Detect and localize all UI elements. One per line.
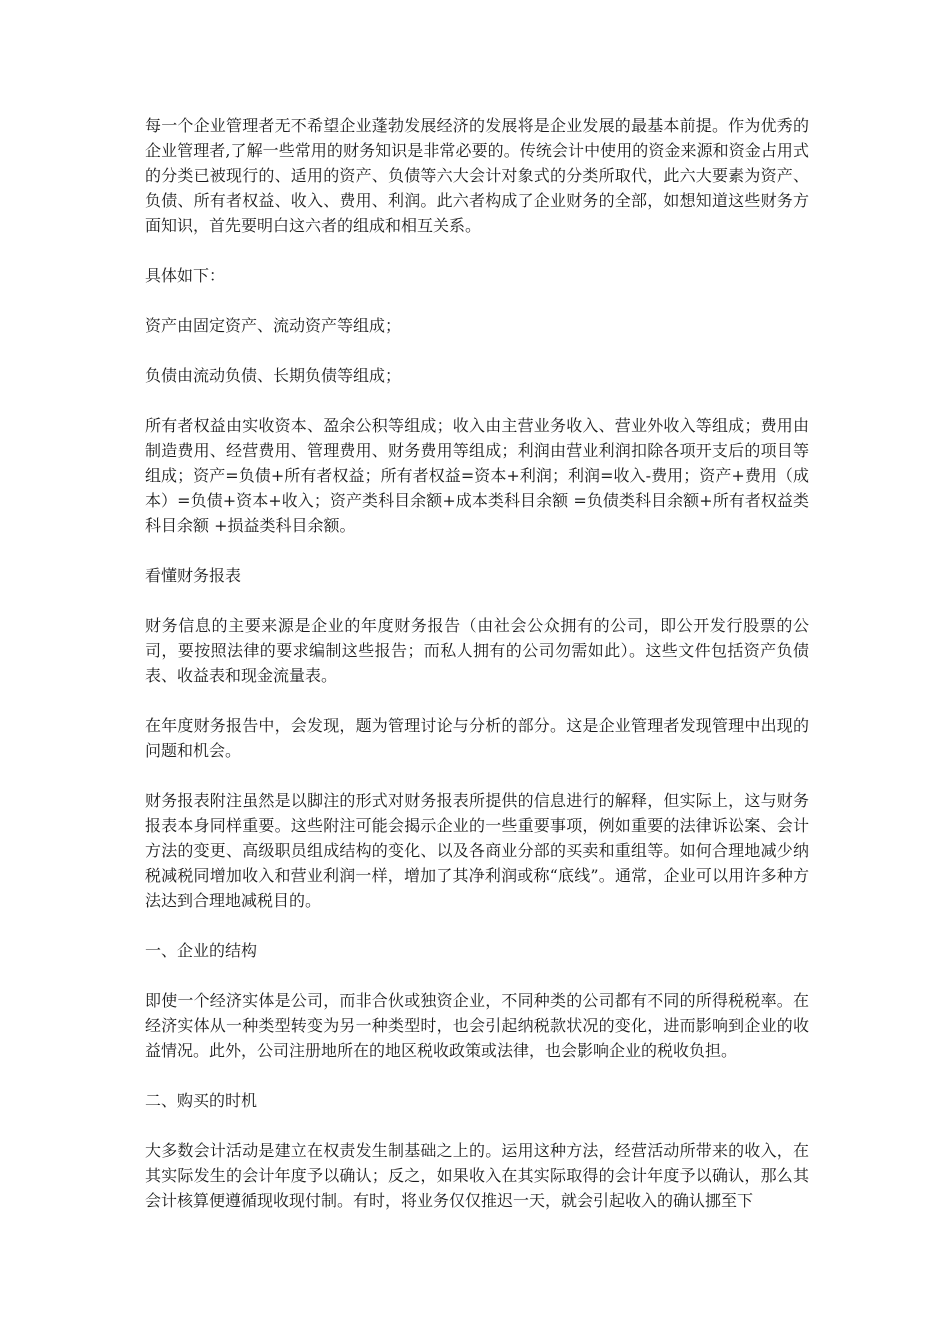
- equity-equations-paragraph: 所有者权益由实收资本、盈余公积等组成；收入由主营业务收入、营业外收入等组成；费用由制造费用、经营费用、管理费用、财务费用等组成；利润由营业利润扣除各项开支后的项目等组成；资产=负债+所有者权益；所有者权益=资本+利润；利润=收入-费用；资产+费用（成本）=负债+资本+收入；资产类科目余额+成本类科目余额 =负债类科目余额+所有者权益类科目余额 +损益类科目余额。: [145, 416, 809, 535]
- specifics-heading: 具体如下：: [145, 266, 226, 285]
- document-body: [145, 113, 809, 1238]
- section-heading-structure: 一、企业的结构: [145, 941, 258, 960]
- liabilities-paragraph: 负债由流动负债、长期负债等组成；: [145, 366, 402, 385]
- annual-report-paragraph: 在年度财务报告中，会发现，题为管理讨论与分析的部分。这是企业管理者发现管理中出现的问题和机会。: [145, 716, 809, 760]
- intro-paragraph: 每一个企业管理者无不希望企业蓬勃发展经济的发展将是企业发展的最基本前提。作为优秀的企业管理者,了解一些常用的财务知识是非常必要的。传统会计中使用的资金来源和资金占用式的分类已被现行的、适用的资产、负债等六大会计对象式的分类所取代，此六大要素为资产、负债、所有者权益、收入、费用、利润。此六者构成了企业财务的全部，如想知道这些财务方面知识，首先要明白这六者的组成和相互关系。: [145, 116, 809, 235]
- notes-paragraph: 财务报表附注虽然是以脚注的形式对财务报表所提供的信息进行的解释，但实际上，这与财务报表本身同样重要。这些附注可能会揭示企业的一些重要事项，例如重要的法律诉讼案、会计方法的变更、高级职员组成结构的变化、以及各商业分部的买卖和重组等。如何合理地减少纳税减税同增加收入和营业利润一样，增加了其净利润或称“底线”。通常，企业可以用许多种方法达到合理地减税目的。: [145, 791, 809, 910]
- section-heading-timing: 二、购买的时机: [145, 1091, 258, 1110]
- assets-paragraph: 资产由固定资产、流动资产等组成；: [145, 316, 402, 335]
- timing-paragraph: 大多数会计活动是建立在权责发生制基础之上的。运用这种方法，经营活动所带来的收入，在其实际发生的会计年度予以确认；反之，如果收入在其实际取得的会计年度予以确认，那么其会计核算便遵循现收现付制。有时，将业务仅仅推迟一天，就会引起收入的确认挪至下: [145, 1141, 809, 1210]
- section-heading-statements: 看懂财务报表: [145, 566, 242, 585]
- structure-paragraph: 即使一个经济实体是公司，而非合伙或独资企业，不同种类的公司都有不同的所得税税率。在经济实体从一种类型转变为另一种类型时，也会引起纳税款状况的变化，进而影响到企业的收益情况。此外，公司注册地所在的地区税收政策或法律，也会影响企业的税收负担。: [145, 991, 809, 1060]
- financial-info-paragraph: 财务信息的主要来源是企业的年度财务报告（由社会公众拥有的公司，即公开发行股票的公司，要按照法律的要求编制这些报告；而私人拥有的公司勿需如此）。这些文件包括资产负债表、收益表和现金流量表。: [145, 616, 809, 685]
